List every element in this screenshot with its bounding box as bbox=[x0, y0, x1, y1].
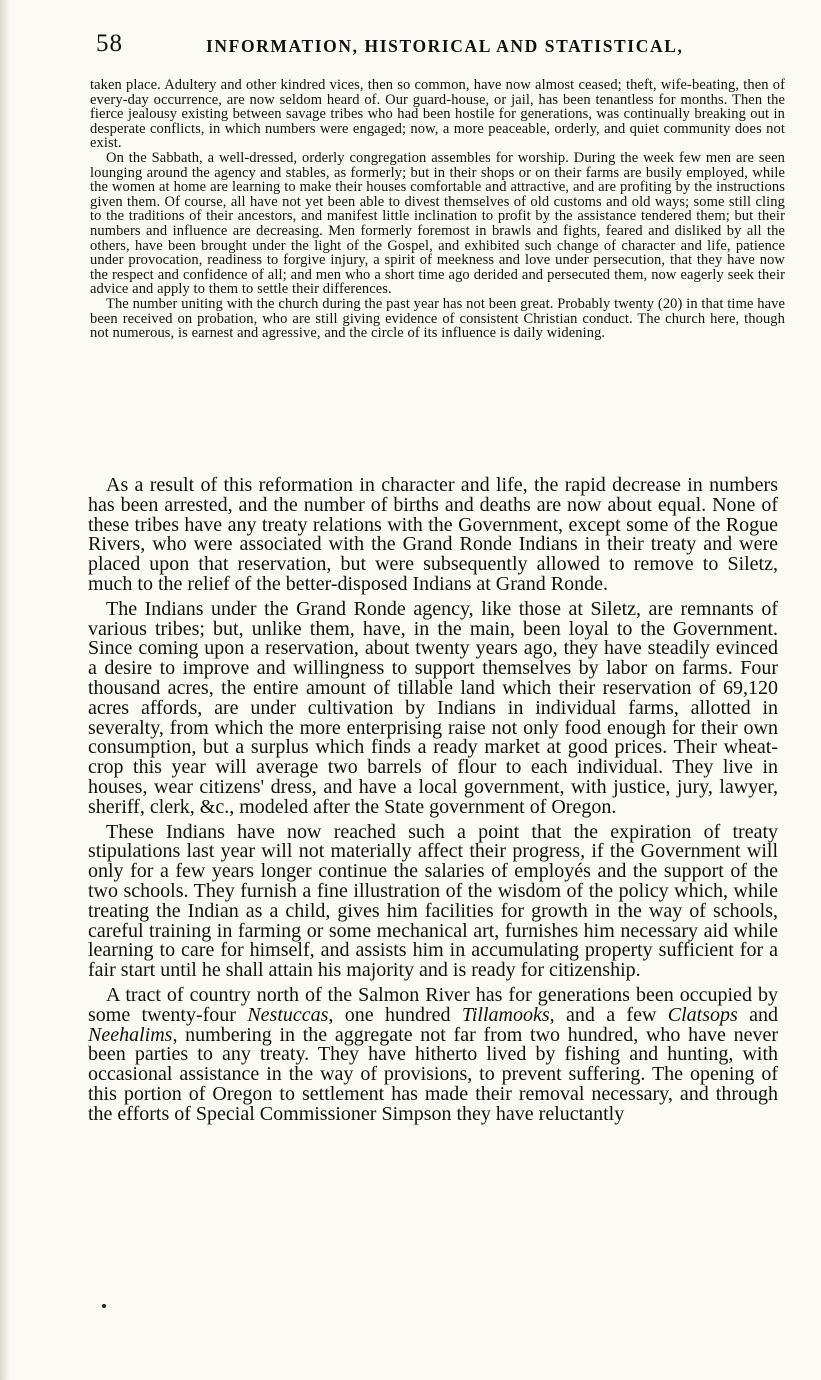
text-run: A tract of country north of the Salmon River has for generations been occupied by some twenty-four bbox=[88, 983, 778, 1026]
text-run: , numbering in the aggregate not far from two hundred, who have never been parties to any treaty. They have hitherto lived by fishing and hunting, with occasional assistance in the way of provisions, to prevent suffering. The opening of this portion of Oregon to settlement has made their removal necessary, and through the efforts of Special Commissioner Simpson they have reluctantly bbox=[88, 1023, 778, 1125]
quote-paragraph: The number uniting with the church during the past year has not been great. Probably twenty (20) in that time have been received on probation, who are still giving evidence of consistent Christian conduct. The church here, though not numerous, is earnest and agressive, and the circle of its influence is daily widening. bbox=[90, 295, 785, 342]
quoted-report-block bbox=[90, 78, 785, 341]
running-head: INFORMATION, HISTORICAL AND STATISTICAL, bbox=[206, 36, 684, 56]
body-paragraph: The Indians under the Grand Ronde agency, like those at Siletz, are remnants of various tribes; but, unlike them, have, in the main, been loyal to the Government. Since coming upon a reservation, about twenty years ago, they have steadily evinced a desire to improve and willingness to support themselves by labor on farms. Four thousand acres, the entire amount of tillable land which their reservation of 69,120 acres affords, are under cultivation by Indians in individual farms, allotted in severalty, from which the more enterprising raise not only food enough for their own consumption, but a surplus which finds a ready market at good prices. Their wheat-crop this year will average two barrels of flour to each individual. They live in houses, wear citizens' dress, and have a local government, with justice, jury, lawyer, sheriff, clerk, &c., modeled after the State government of Oregon. bbox=[88, 597, 778, 818]
tribe-name: Nestuccas bbox=[247, 1003, 329, 1026]
text-run: , and a few bbox=[549, 1003, 668, 1026]
text-run: and bbox=[737, 1003, 778, 1026]
body-paragraph: These Indians have now reached such a point that the expiration of treaty stipulations last year will not materially affect their progress, if the Government will only for a few years longer continue the salaries of employés and the support of the two schools. They furnish a fine illustration of the wisdom of the policy which, while treating the Indian as a child, gives him facilities for growth in the way of schools, careful training in farming or some mechanical art, furnishes him necessary aid while learning to care for himself, and assists him in accumulating property sufficient for a fair start until he shall attain his majority and is ready for citizenship. bbox=[88, 820, 778, 982]
text-run: , one hundred bbox=[328, 1003, 462, 1026]
page-header bbox=[96, 30, 786, 64]
quote-paragraph: On the Sabbath, a well-dressed, orderly congregation assembles for worship. During the week few men are seen lounging around the agency and stables, as formerly; but in their shops or on their farms are busily employed, while the women at home are learning to make their houses comfortable and attractive, and are profiting by the instructions given them. Of course, all have not yet been able to divest themselves of old customs and old ways; some still cling to the traditions of their ancestors, and manifest little inclination to profit by the assistance tendered them; but their numbers and influence are decreasing. Men formerly foremost in brawls and fights, feared and disliked by all the others, have been brought under the light of the Gospel, and exhibited such change of character and life, patience under provocation, readiness to forgive injury, a spirit of meekness and love under persecution, that they have now the respect and confidence of all; and men who a short time ago derided and persecuted them, now eagerly seek their advice and apply to them to settle their differences. bbox=[90, 149, 785, 298]
main-body-text bbox=[88, 476, 778, 1130]
page-number: 58 bbox=[96, 30, 123, 57]
ink-speck bbox=[102, 1304, 106, 1308]
tribe-name: Neehalims bbox=[88, 1023, 173, 1046]
tribe-name: Tillamooks bbox=[461, 1003, 550, 1026]
body-paragraph: As a result of this reformation in character and life, the rapid decrease in numbers has been arrested, and the number of births and deaths are now about equal. None of these tribes have any treaty relations with the Government, except some of the Rogue Rivers, who were associated with the Grand Ronde Indians in their treaty and were placed upon that reservation, but were subsequently allowed to remove to Siletz, much to the relief of the better-disposed Indians at Grand Ronde. bbox=[88, 474, 778, 595]
body-paragraph bbox=[88, 983, 778, 1125]
tribe-name: Clatsops bbox=[667, 1003, 738, 1026]
quote-paragraph: taken place. Adultery and other kindred vices, then so common, have now almost ceased; theft, wife-beating, then of every-day occurrence, are now seldom heard of. Our guard-house, or jail, has been tenantless for months. Then the fierce jealousy existing between savage tribes who had been hostile for generations, was continually breaking out in desperate conflicts, in which numbers were engaged; now, a more peaceable, orderly, and quiet community does not exist. bbox=[90, 77, 785, 152]
page-binding-edge bbox=[0, 0, 10, 1380]
